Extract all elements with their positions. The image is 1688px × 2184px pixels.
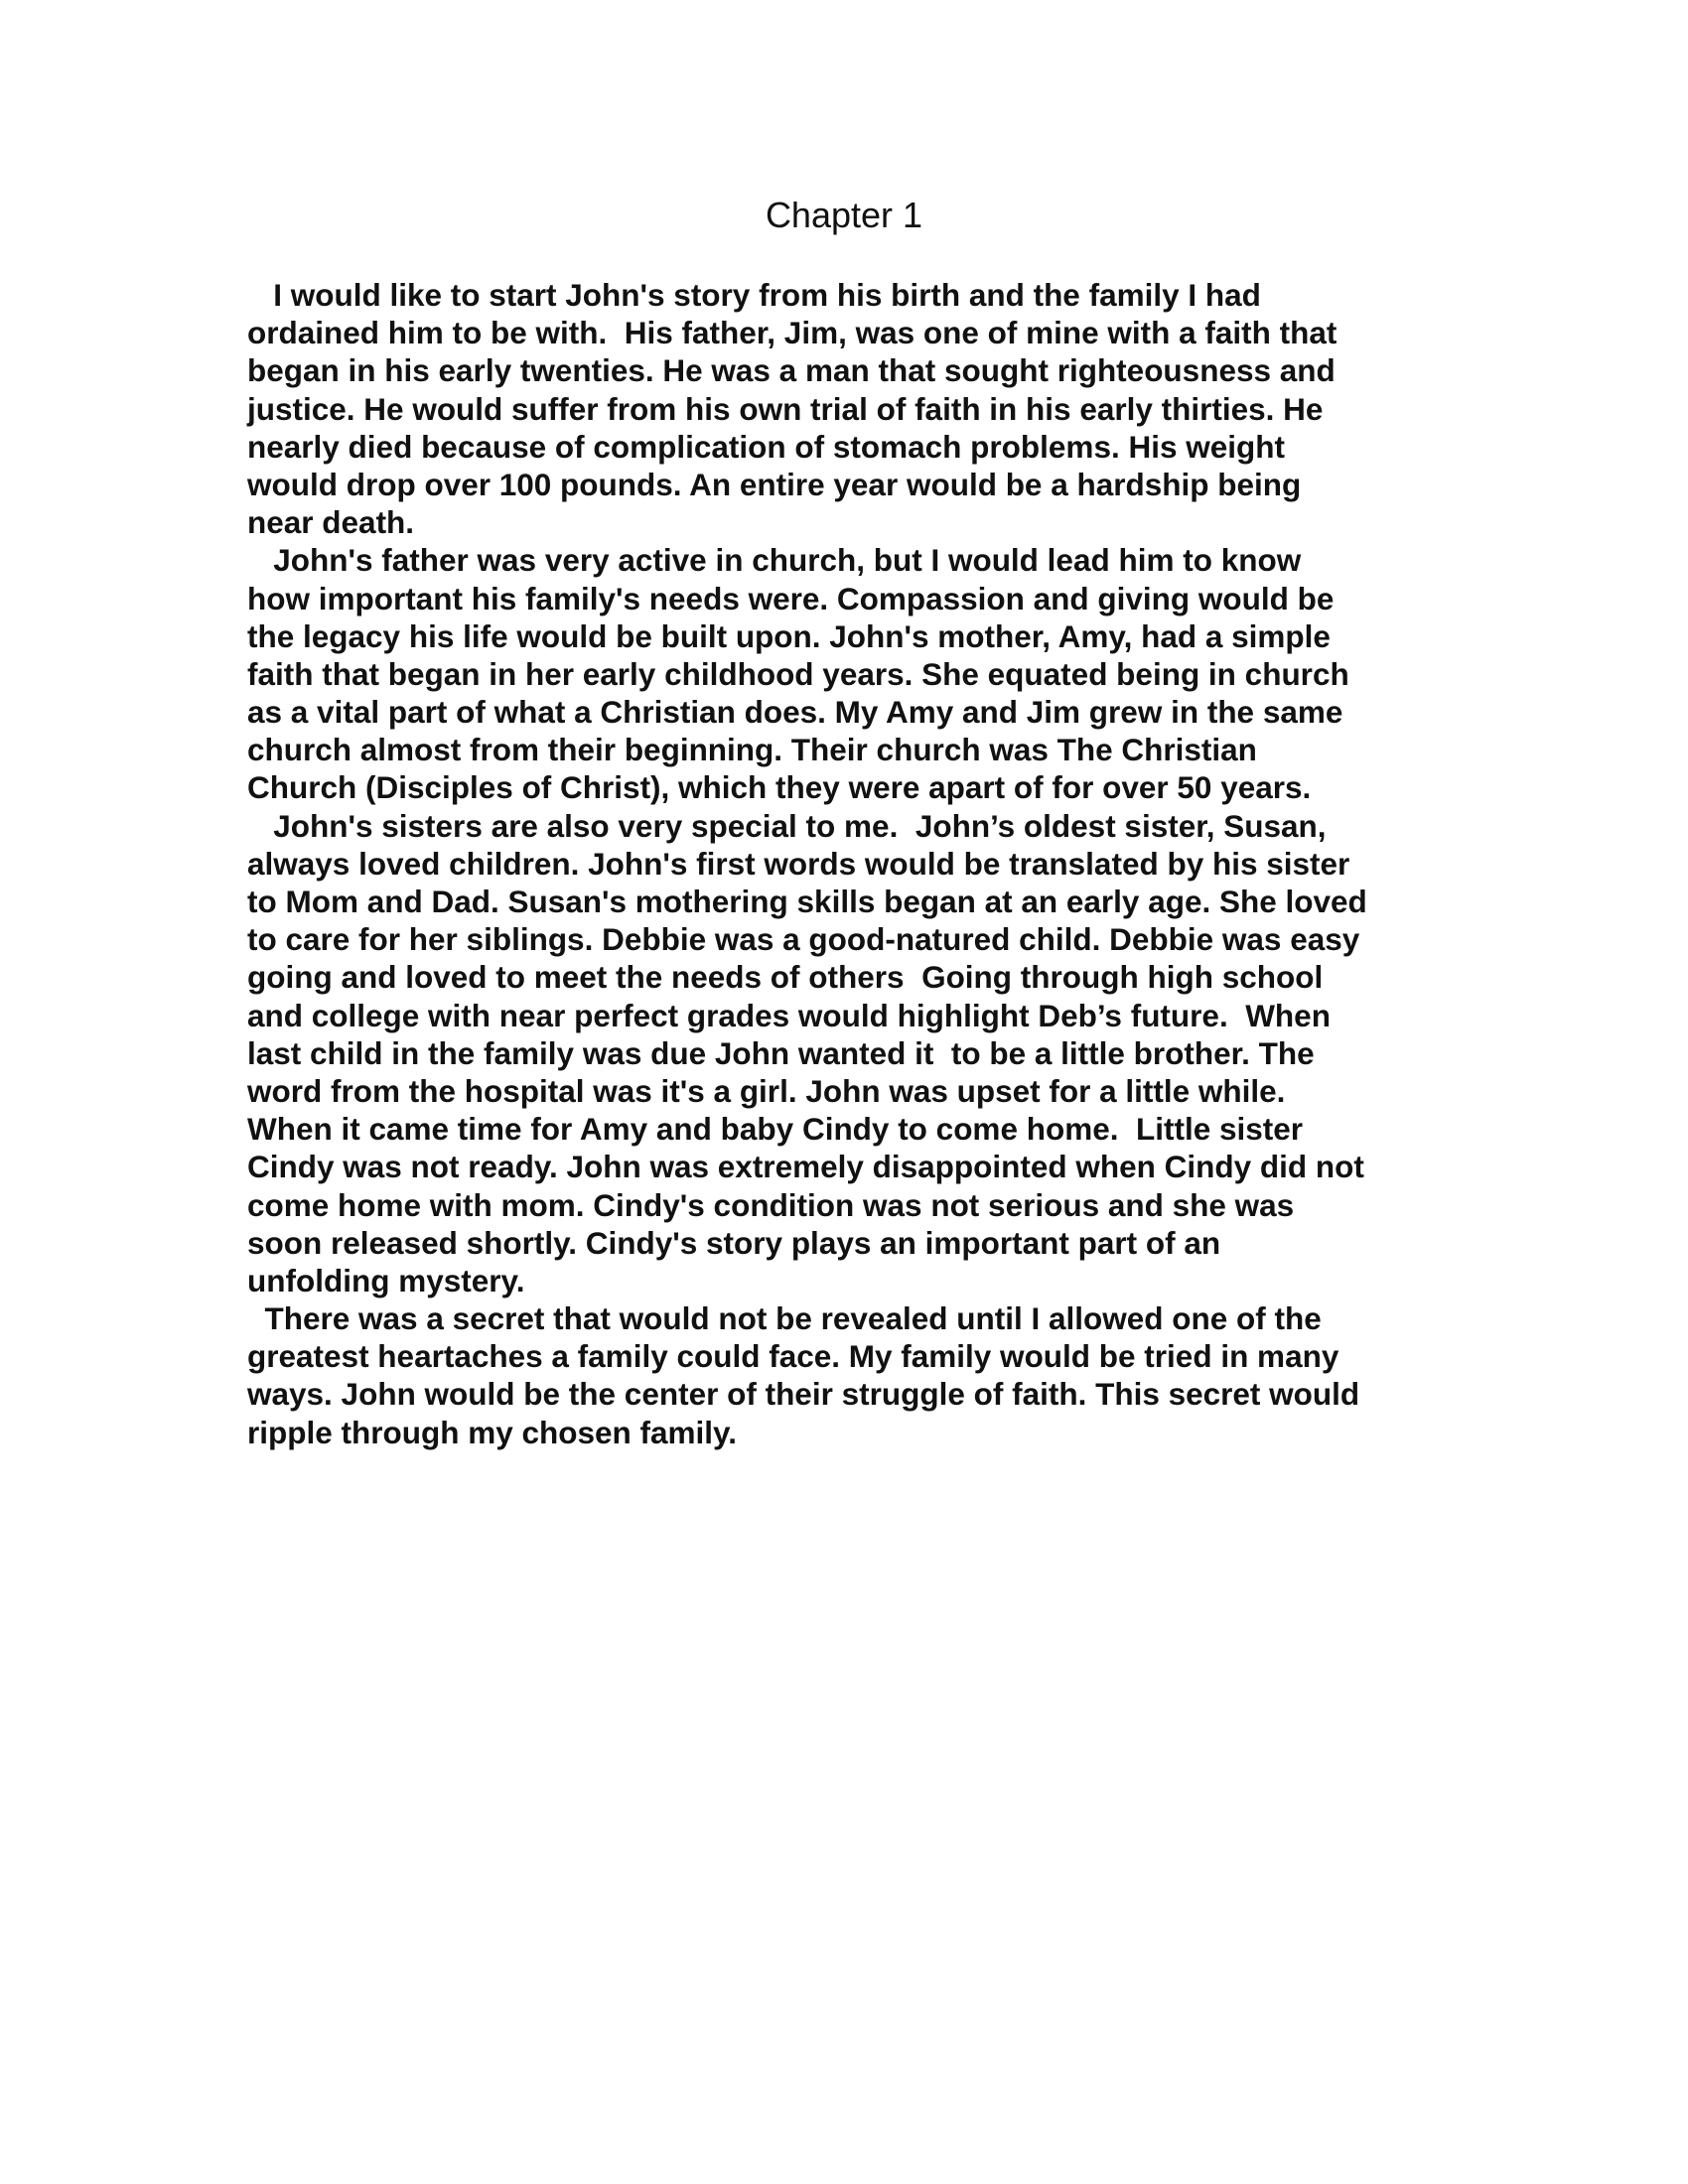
text-line: near death. [247,504,415,541]
text-line: soon released shortly. Cindy's story plays an important part of an [247,1224,1221,1261]
text-line: word from the hospital was it's a girl. John was upset for a little while. [247,1072,1286,1109]
text-line: to Mom and Dad. Susan's mothering skills began at an early age. She loved [247,884,1367,919]
text-line: last child in the family was due John wanted it to be a little brother. The [247,1034,1315,1071]
text-line: John's sisters are also very special to me. John’s oldest sister, Susan, [247,807,1327,844]
text-line: how important his family's needs were. Compassion and giving would be [247,580,1335,616]
text-line: justice. He would suffer from his own trial of faith in his early thirties. He [247,390,1324,427]
text-line: I would like to start John's story from his birth and the family I had [247,277,1261,313]
text-line: John's father was very active in church, but I would lead him to know [247,542,1302,579]
text-line: always loved children. John's first words would be translated by his sister [247,845,1350,882]
text-line: to care for her siblings. Debbie was a good-natured child. Debbie was easy [247,921,1360,958]
text-line: greatest heartaches a family could face. My family would be tried in many [247,1338,1339,1375]
text-line: the legacy his life would be built upon. John's mother, Amy, had a simple [247,617,1331,654]
text-line: and college with near perfect grades would highlight Deb’s future. When [247,997,1331,1033]
text-line: When it came time for Amy and baby Cindy to come home. Little sister [247,1111,1304,1148]
text-line: nearly died because of complication of stomach problems. His weight [247,428,1285,465]
text-line: unfolding mystery. [247,1262,525,1298]
chapter-title: Chapter 1 [765,195,923,235]
text-line: as a vital part of what a Christian does. My Amy and Jim grew in the same [247,694,1343,731]
text-line: church almost from their beginning. Their church was The Christian [247,732,1257,768]
text-line: There was a secret that would not be revealed until I allowed one of the [247,1300,1322,1337]
text-line: Cindy was not ready. John was extremely disappointed when Cindy did not [247,1149,1364,1185]
text-line: faith that began in her early childhood years. She equated being in church [247,655,1349,692]
chapter-body [247,276,1469,1451]
text-line: ways. John would be the center of their struggle of faith. This secret would [247,1376,1360,1413]
text-line: going and loved to meet the needs of others Going through high school [247,959,1324,996]
text-line: Church (Disciples of Christ), which they were apart of for over 50 years. [247,769,1312,806]
text-line: would drop over 100 pounds. An entire year would be a hardship being [247,466,1302,502]
text-line: ordained him to be with. His father, Jim, was one of mine with a faith that [247,315,1337,351]
text-line: began in his early twenties. He was a man that sought righteousness and [247,352,1336,389]
text-line: come home with mom. Cindy's condition was not serious and she was [247,1186,1295,1223]
text-line: ripple through my chosen family. [247,1414,737,1450]
